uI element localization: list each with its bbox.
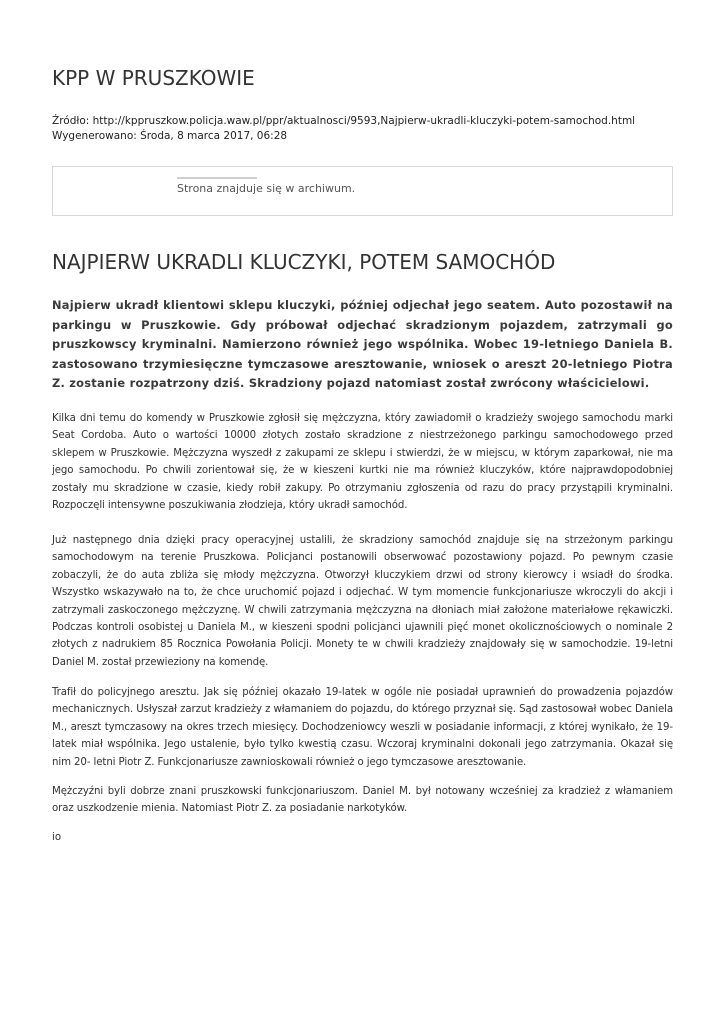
author-signature: io — [52, 832, 62, 843]
article-paragraph-2: Już następnego dnia dzięki pracy operacyjnej ustalili, że skradziony samochód znajduje się na strzeżonym parkingu samochodowym na terenie Pruszkowa. Policjanci postanowili obserwować pozostawiony pojazd. Po pewnym czasie zobaczyli, że do auta zbliża się młody mężczyzna. Otworzył kluczykiem drzwi od strony kierowcy i wsiadł do środka. Wszystko wskazywało na to, że chce uruchomić pojazd i odjechać. W tym momencie funkcjonariusze wkroczyli do akcji i zatrzymali zaskoczonego mężczyznę. W chwili zatrzymania mężczyzna na dłoniach miał założone materiałowe rękawiczki. Podczas kontroli osobistej u Daniela M., w kieszeni spodni policjanci ujawnili pięć monet okolicznościowych o nominale 2 złotych z nadrukiem 85 Rocznica Powołania Policji. Monety te w chwili kradzieży znajdowały się w samochodzie. 19-letni Daniel M. został przewieziony na komendę. — [52, 535, 673, 668]
archive-divider — [177, 177, 257, 179]
article-paragraph-1: Kilka dni temu do komendy w Pruszkowie zgłosił się mężczyzna, który zawiadomił o kradzieży swojego samochodu marki Seat Cordoba. Auto o wartości 10000 złotych zostało skradzione z niestrzeżonego parkingu samochodowego przed sklepem w Pruszkowie. Mężczyzna wyszedł z zakupami ze sklepu i stwierdzi, że w miejscu, w którym zaparkował, nie ma jego samochodu. Po chwili zorientował się, że w kieszeni kurtki nie ma również kluczyków, które najprawdopodobniej zostały mu skradzione w czasie, kiedy robił zakupy. Po otrzymaniu zgłoszenia od razu do pracy przystąpili kryminalni. Rozpoczęli intensywne poszukiwania złodzieja, który ukradł samochód. — [52, 413, 673, 512]
article-paragraph-4: Mężczyźni byli dobrze znani pruszkowski funkcjonariuszom. Daniel M. był notowany wcześniej za kradzież z włamaniem oraz uszkodzenie mienia. Natomiast Piotr Z. za posiadanie narkotyków. — [52, 786, 673, 815]
archive-notice — [52, 166, 673, 216]
site-title: KPP W PRUSZKOWIE — [52, 66, 255, 90]
archive-notice-text: Strona znajduje się w archiwum. — [177, 182, 356, 195]
source-line: Źródło: http://kppruszkow.policja.waw.pl/ppr/aktualnosci/9593,Najpierw-ukradli-kluczyki-potem-samochod.html — [52, 115, 636, 127]
article-title: NAJPIERW UKRADLI KLUCZYKI, POTEM SAMOCHÓD — [52, 250, 556, 274]
article-lead: Najpierw ukradł klientowi sklepu kluczyki, później odjechał jego seatem. Auto pozostawił na parkingu w Pruszkowie. Gdy próbował odjechać skradzionym pojazdem, zatrzymali go pruszkowscy kryminalni. Namierzono również jego wspólnika. Wobec 19-letniego Daniela B. zastosowano trzymiesięczne tymczasowe aresztowanie, wniosek o areszt 20-letniego Piotra Z. zostanie rozpatrzony dziś. Skradziony pojazd natomiast został zwrócony właścicielowi. — [52, 298, 673, 391]
generated-line: Wygenerowano: Środa, 8 marca 2017, 06:28 — [52, 130, 288, 142]
document-meta — [52, 114, 635, 144]
article-paragraph-3: Trafił do policyjnego aresztu. Jak się później okazało 19-latek w ogóle nie posiadał uprawnień do prowadzenia pojazdów mechanicznych. Usłyszał zarzut kradzieży z włamaniem do pojazdu, do którego przyznał się. Sąd zastosował wobec Daniela M., areszt tymczasowy na okres trzech miesięcy. Dochodzeniowcy weszli w posiadanie informacji, z której wynikało, że 19-latek miał wspólnika. Jego ustalenie, było tylko kwestią czasu. Wczoraj kryminalni dokonali jego zatrzymania. Okazał się nim 20- letni Piotr Z. Funkcjonariusze zawnioskowali również o jego tymczasowe aresztowanie. — [52, 687, 673, 768]
